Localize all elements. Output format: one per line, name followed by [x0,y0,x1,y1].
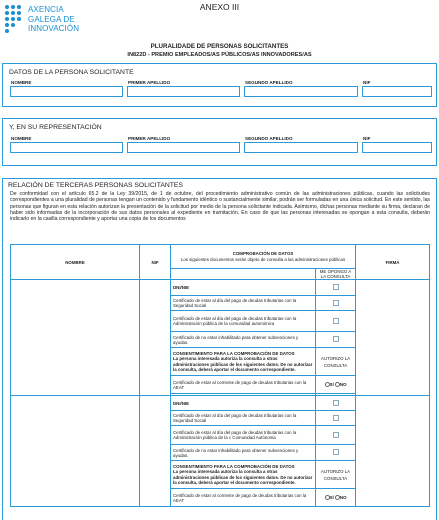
doc-subsidy: Certificado de no estar inhabilitado para obtener subvenciones y ayudas. [171,445,316,461]
consent-text: CONSENTIMIENTO PARA LA COMPROBACIÓN DE DATOS La persona interesada autoriza la consulta a otras administraciones públicas de los siguientes datos. De no autorizar la consulta, deberá aportar el documento correspondiente. [171,461,316,489]
representative-section-title: Y, EN SU REPRESENTACIÓN [9,124,102,131]
rep-surname2-label: SEGUNDO APELLIDO [245,136,293,141]
no-label: NO [339,494,347,500]
rep-nif-field[interactable] [362,142,432,153]
doc-dni: DNI/NIE [171,280,316,296]
col-name-header: NOMBRE [11,245,140,280]
no-label: NO [339,381,347,387]
rep-surname1-label: PRIMER APELLIDO [128,136,171,141]
third-parties-table [10,244,430,507]
page-subtitle: IN822D - PREMIO EMPLEADOS/AS PÚBLICOS/AS INNOVADORES/AS [127,52,312,58]
rep-name-field[interactable] [10,142,123,153]
applicant-section-title: DATOS DE LA PERSONA SOLICITANTE [9,69,134,76]
person-nif-cell[interactable] [140,396,171,507]
oppose-checkbox[interactable] [333,449,339,455]
applicant-surname1-field[interactable] [127,86,240,97]
oppose-checkbox[interactable] [333,284,339,290]
rep-name-label: NOMBRE [11,136,32,141]
authorize-label: AUTORIZO LA CONSULTA [316,348,356,376]
rep-surname1-field[interactable] [127,142,240,153]
applicant-name-label: NOMBRE [11,80,32,85]
doc-dni: DNI/NIE [171,396,316,411]
oppose-checkbox[interactable] [333,318,339,324]
person-name-cell[interactable] [11,396,140,507]
col-docs-subheader [171,269,316,280]
signature-cell[interactable] [356,280,430,396]
applicant-surname2-field[interactable] [244,86,358,97]
yes-label: SÍ [329,381,334,387]
applicant-name-field[interactable] [10,86,123,97]
col-signature-header: FIRMA [356,245,430,280]
oppose-checkbox[interactable] [333,415,339,421]
person-name-cell[interactable] [11,280,140,396]
representative-section [2,118,437,166]
doc-social-security: Certificado de estar al día del pago de deudas tributarias con la Seguridad Social [171,411,316,426]
third-parties-title: RELACIÓN DE TERCERAS PERSONAS SOLICITANTES [8,182,183,189]
oppose-checkbox[interactable] [333,400,339,406]
rep-nif-label: NIF [363,136,371,141]
oppose-checkbox[interactable] [333,432,339,438]
col-comp-header: COMPROBACIÓN DE DATOS Los siguientes documentos serán objeto de consulta a las administraciones públicas [171,245,356,269]
applicant-nif-field[interactable] [362,86,432,97]
consent-text: CONSENTIMIENTO PARA LA COMPROBACIÓN DE DATOS La persona interesada autoriza la consulta a otras administraciones públicas de los siguientes datos. De no autorizar la consulta, deberá aportar el documento correspondiente. [171,348,316,376]
doc-social-security: Certificado de estar al día del pago de deudas tributarias con la Seguridad Social [171,296,316,311]
logo-text: AXENCIA GALEGA DE INNOVACIÓN [28,5,80,33]
doc-aeat: Certificado de estar al corriente de pago de deudas tributarias con la AEAT [171,489,316,507]
page-title: PLURALIDADE DE PERSONAS SOLICITANTES [150,43,289,50]
col-oppose-header: ME OPONGO A LA CONSULTA [316,269,356,280]
doc-regional-tax: Certificado de estar al día del pago de deudas tributarias con la Administración pública de la comunidad autonómica [171,311,316,332]
applicant-surname2-label: SEGUNDO APELLIDO [245,80,293,85]
person-nif-cell[interactable] [140,280,171,396]
oppose-checkbox[interactable] [333,336,339,342]
applicant-nif-label: NIF [363,80,371,85]
doc-regional-tax: Certificado de estar al día del pago de deudas tributarias con la Administración pública de la c Comunidad Autónoma [171,426,316,445]
oppose-checkbox[interactable] [333,300,339,306]
third-parties-paragraph: De conformidad con el artículo 65.2 de la Ley 39/2015, de 1 de octubre, del procedimiento administrativo común de las administraciones públicas, cuando las solicitudes correspondientes a una pluralidad de personas tengan un contenido y fundamento idéntico o sustancialmente similar, podrán ser formuladas en una única solicitud. En este sentido, las personas que figuran en esta relación autorizan la presentación de la solicitud por medio de la persona solicitante indicada. Asimismo, dichas personas mediante su firma, declaran de haber sido informadas de la incorporación de sus datos personales al expediente en tramitación. En caso de que las personas interesadas se opongan a esta consulta, deberán indicarlo en la casilla correspondiente y aportar una copia de los documentos [10,191,430,223]
col-nif-header: NIF [140,245,171,280]
rep-surname2-field[interactable] [244,142,358,153]
yes-label: SÍ [329,494,334,500]
doc-aeat: Certificado de estar al corriente de pago de deudas tributarias con la AEAT [171,376,316,394]
signature-cell[interactable] [356,396,430,507]
doc-subsidy: Certificado de no estar inhabilitado para obtener subvenciones y ayudas. [171,332,316,348]
authorize-label: AUTORIZO LA CONSULTA [316,461,356,489]
applicant-section [2,63,437,107]
applicant-surname1-label: PRIMER APELLIDO [128,80,171,85]
annex-label: ANEXO III [199,2,240,12]
